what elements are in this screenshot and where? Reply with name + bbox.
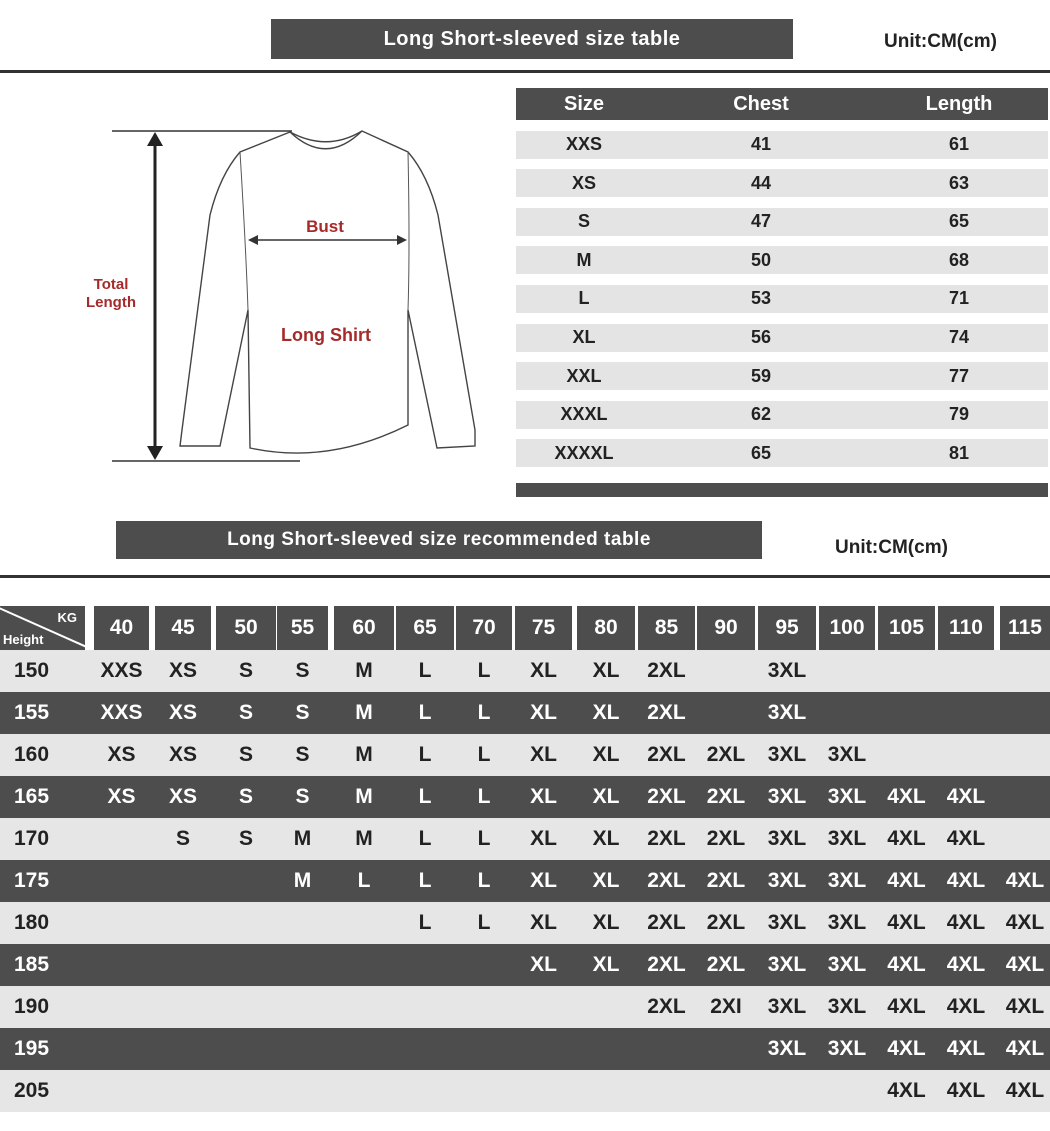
recommended-size-cell: 3XL xyxy=(827,953,867,976)
weight-header-cell: 45 xyxy=(155,606,211,650)
size-row xyxy=(516,401,1048,429)
weight-header-cell: 90 xyxy=(697,606,755,650)
recommended-size-cell: 4XL xyxy=(1005,953,1045,976)
recommended-size-cell: XL xyxy=(530,911,557,934)
total-length-label: Total Length xyxy=(86,276,136,311)
size-cell: XXXXL xyxy=(554,442,614,463)
recommended-size-cell: 4XL xyxy=(887,1037,926,1060)
weight-header-cell: 105 xyxy=(878,606,935,650)
recommended-size-cell: XL xyxy=(592,869,620,892)
recommended-size-cell: 2XL xyxy=(647,995,686,1018)
recommended-size-cell: L xyxy=(477,659,491,682)
recommended-size-cell: S xyxy=(295,659,310,682)
recommended-size-cell: XL xyxy=(530,953,557,976)
recommended-size-cell: 4XL xyxy=(946,1037,986,1060)
recommended-size-cell: L xyxy=(418,743,432,766)
recommended-size-cell: XL xyxy=(592,953,620,976)
recommended-size-cell: 2XL xyxy=(647,659,686,682)
recommended-size-cell: XL xyxy=(592,659,620,682)
size-row xyxy=(516,362,1048,390)
recommended-size-cell: S xyxy=(295,785,310,808)
recommended-size-cell: 2XI xyxy=(710,995,742,1018)
size-row xyxy=(516,131,1048,159)
recommended-size-cell: XS xyxy=(168,659,197,682)
header-length: Length xyxy=(925,92,993,115)
recommended-size-cell: 3XL xyxy=(767,1037,807,1060)
recommended-row xyxy=(0,1028,1050,1070)
recommended-size-cell: XXS xyxy=(100,659,143,682)
weight-header-cell: 95 xyxy=(758,606,816,650)
header-chest: Chest xyxy=(733,92,789,115)
recommended-size-cell: XL xyxy=(530,785,557,808)
recommended-size-cell: 3XL xyxy=(827,1037,867,1060)
recommended-size-cell: 3XL xyxy=(767,743,807,766)
recommended-size-cell: 4XL xyxy=(1005,1037,1045,1060)
long-shirt-label: Long Shirt xyxy=(281,325,371,345)
recommended-size-cell: 4XL xyxy=(1005,869,1045,892)
recommended-size-cell: XL xyxy=(530,743,557,766)
recommended-size-cell: 3XL xyxy=(767,659,807,682)
recommended-size-cell: S xyxy=(175,827,190,850)
recommended-size-cell: XL xyxy=(592,785,620,808)
recommended-size-cell: 3XL xyxy=(767,827,807,850)
weight-header-cell: 70 xyxy=(456,606,512,650)
weight-header-cell: 110 xyxy=(938,606,994,650)
recommended-size-cell: 4XL xyxy=(887,953,926,976)
recommended-size-cell: 4XL xyxy=(887,785,926,808)
bust-label: Bust xyxy=(306,217,344,236)
recommended-size-cell: S xyxy=(238,659,253,682)
size-table-footer-bar xyxy=(516,483,1048,497)
length-cell: 79 xyxy=(948,404,970,425)
weight-header-cell: 60 xyxy=(334,606,394,650)
size-table-unit: Unit:CM(cm) xyxy=(884,31,997,52)
recommended-size-cell: L xyxy=(418,827,432,850)
length-cell: 71 xyxy=(948,288,970,309)
corner-cell xyxy=(0,606,85,650)
recommended-size-cell: XS xyxy=(168,785,197,808)
recommended-row xyxy=(0,650,1050,692)
height-cell: 155 xyxy=(14,701,50,724)
recommended-size-cell: 3XL xyxy=(767,701,807,724)
recommended-size-cell: 2XL xyxy=(706,743,746,766)
recommended-size-cell: L xyxy=(477,785,491,808)
recommended-size-cell: XL xyxy=(592,911,620,934)
recommended-size-cell: S xyxy=(295,743,310,766)
recommended-row xyxy=(0,692,1050,734)
recommended-size-cell: 4XL xyxy=(946,827,986,850)
recommended-size-cell: 2XL xyxy=(706,869,746,892)
size-table xyxy=(516,88,1048,497)
recommended-size-cell: 3XL xyxy=(827,785,867,808)
corner-height-label: Height xyxy=(3,632,44,647)
chest-cell: 53 xyxy=(750,288,772,309)
height-cell: 175 xyxy=(14,869,50,892)
header-size: Size xyxy=(563,92,605,115)
size-table-title: Long Short-sleeved size table xyxy=(271,19,793,59)
recommended-size-cell: 4XL xyxy=(946,953,986,976)
recommended-size-cell: M xyxy=(293,827,312,850)
recommended-size-cell: 2XL xyxy=(647,743,686,766)
recommended-size-cell: M xyxy=(293,869,312,892)
recommended-size-cell: L xyxy=(477,827,491,850)
recommended-size-cell: L xyxy=(357,869,371,892)
recommended-size-cell: XL xyxy=(530,869,557,892)
recommended-size-cell: M xyxy=(355,659,373,682)
chest-cell: 65 xyxy=(750,442,772,463)
weight-header-cell: 40 xyxy=(94,606,149,650)
recommended-size-cell: S xyxy=(238,743,253,766)
recommended-size-cell: S xyxy=(238,701,253,724)
chest-cell: 41 xyxy=(750,134,772,155)
recommended-size-cell: XS xyxy=(168,743,197,766)
recommended-size-cell: XL xyxy=(592,743,620,766)
size-table-header xyxy=(516,88,1048,120)
recommended-row xyxy=(0,944,1050,986)
recommended-size-cell: XL xyxy=(592,701,620,724)
recommended-size-cell: 2XL xyxy=(647,785,686,808)
size-cell: M xyxy=(576,249,592,270)
recommended-size-cell: L xyxy=(418,869,432,892)
recommended-size-cell: 2XL xyxy=(706,785,746,808)
recommended-size-cell: L xyxy=(477,869,491,892)
recommended-size-cell: 4XL xyxy=(946,785,986,808)
height-cell: 170 xyxy=(14,827,50,850)
recommended-size-cell: L xyxy=(477,911,491,934)
length-cell: 65 xyxy=(948,211,970,232)
recommended-size-cell: XL xyxy=(530,659,557,682)
length-cell: 63 xyxy=(948,172,970,193)
size-cell: XXL xyxy=(566,365,602,386)
weight-header-cell: 55 xyxy=(277,606,328,650)
weight-header-cell: 115 xyxy=(1000,606,1050,650)
size-cell: XL xyxy=(572,327,596,348)
weight-header-cell: 85 xyxy=(638,606,695,650)
size-cell: XXS xyxy=(565,134,603,155)
size-row xyxy=(516,285,1048,313)
recommended-size-cell: 4XL xyxy=(887,911,926,934)
chest-cell: 62 xyxy=(750,404,772,425)
recommended-size-cell: 3XL xyxy=(827,743,867,766)
size-cell: XS xyxy=(571,172,596,193)
recommended-size-cell: 3XL xyxy=(827,911,867,934)
recommended-size-cell: 4XL xyxy=(887,869,926,892)
length-cell: 81 xyxy=(948,442,970,463)
recommended-table-header xyxy=(0,606,1050,650)
recommended-size-cell: XXS xyxy=(100,701,143,724)
height-cell: 150 xyxy=(14,659,50,682)
recommended-size-cell: 3XL xyxy=(827,995,867,1018)
recommended-size-cell: L xyxy=(477,701,491,724)
recommended-size-cell: 4XL xyxy=(1005,911,1045,934)
recommended-row xyxy=(0,1070,1050,1112)
recommended-size-cell: S xyxy=(238,785,253,808)
recommended-size-cell: M xyxy=(355,743,373,766)
height-cell: 195 xyxy=(14,1037,50,1060)
recommended-size-cell: XL xyxy=(592,827,620,850)
weight-header-cell: 65 xyxy=(396,606,454,650)
recommended-size-cell: 2XL xyxy=(647,827,686,850)
recommended-size-cell: L xyxy=(418,659,432,682)
recommended-size-cell: 2XL xyxy=(647,911,686,934)
corner-kg-label: KG xyxy=(57,610,77,625)
recommended-size-cell: M xyxy=(355,785,373,808)
weight-header-cell: 80 xyxy=(577,606,635,650)
recommended-size-cell: 2XL xyxy=(647,953,686,976)
chest-cell: 56 xyxy=(750,327,772,348)
recommended-size-cell: 3XL xyxy=(827,869,867,892)
size-row xyxy=(516,208,1048,236)
height-cell: 190 xyxy=(14,995,50,1018)
recommended-size-cell: 2XL xyxy=(706,827,746,850)
recommended-size-cell: M xyxy=(355,827,373,850)
recommended-size-cell: 4XL xyxy=(1005,1079,1045,1102)
size-row xyxy=(516,246,1048,274)
weight-header-cell: 50 xyxy=(216,606,276,650)
recommended-row xyxy=(0,734,1050,776)
recommended-row xyxy=(0,776,1050,818)
recommended-size-cell: 4XL xyxy=(887,995,926,1018)
chest-cell: 59 xyxy=(750,365,772,386)
shirt-diagram xyxy=(0,80,500,480)
recommended-size-cell: XS xyxy=(168,701,197,724)
recommended-size-cell: 2XL xyxy=(647,869,686,892)
size-cell: S xyxy=(577,211,590,232)
recommended-size-cell: L xyxy=(477,743,491,766)
recommended-row xyxy=(0,860,1050,902)
height-cell: 180 xyxy=(14,911,50,934)
middle-divider xyxy=(0,575,1050,578)
recommended-size-cell: 3XL xyxy=(767,995,807,1018)
recommended-size-cell: L xyxy=(418,701,432,724)
length-cell: 74 xyxy=(948,327,970,348)
recommended-size-cell: 3XL xyxy=(767,785,807,808)
height-cell: 205 xyxy=(14,1079,50,1102)
height-cell: 165 xyxy=(14,785,50,808)
size-row xyxy=(516,169,1048,197)
recommended-table-title: Long Short-sleeved size recommended table xyxy=(116,521,762,559)
recommended-size-cell: 4XL xyxy=(887,827,926,850)
recommended-size-cell: 2XL xyxy=(706,911,746,934)
length-cell: 77 xyxy=(948,365,970,386)
recommended-row xyxy=(0,818,1050,860)
top-divider xyxy=(0,70,1050,73)
chest-cell: 50 xyxy=(750,249,772,270)
recommended-size-cell: XL xyxy=(530,701,557,724)
recommended-size-cell: S xyxy=(238,827,253,850)
chest-cell: 44 xyxy=(750,172,772,193)
recommended-size-cell: 3XL xyxy=(767,953,807,976)
recommended-size-cell: 3XL xyxy=(767,869,807,892)
length-cell: 61 xyxy=(948,134,970,155)
size-cell: XXXL xyxy=(560,404,608,425)
length-cell: 68 xyxy=(948,249,970,270)
recommended-size-cell: 4XL xyxy=(946,1079,986,1102)
weight-header-cell: 100 xyxy=(819,606,875,650)
recommended-row xyxy=(0,986,1050,1028)
recommended-size-cell: XS xyxy=(107,743,136,766)
recommended-size-cell: 4XL xyxy=(887,1079,926,1102)
recommended-size-cell: M xyxy=(355,701,373,724)
size-cell: L xyxy=(578,288,590,309)
height-cell: 185 xyxy=(14,953,50,976)
recommended-table-unit: Unit:CM(cm) xyxy=(835,537,948,558)
recommended-size-cell: S xyxy=(295,701,310,724)
size-row xyxy=(516,324,1048,352)
recommended-size-cell: 4XL xyxy=(1005,995,1045,1018)
recommended-size-cell: 4XL xyxy=(946,911,986,934)
recommended-size-cell: XS xyxy=(107,785,136,808)
recommended-size-cell: XL xyxy=(530,827,557,850)
recommended-size-cell: 2XL xyxy=(647,701,686,724)
recommended-size-cell: 4XL xyxy=(946,869,986,892)
chest-cell: 47 xyxy=(750,211,772,232)
recommended-size-cell: 4XL xyxy=(946,995,986,1018)
height-cell: 160 xyxy=(14,743,50,766)
recommended-size-cell: 3XL xyxy=(767,911,807,934)
weight-header-cell: 75 xyxy=(515,606,572,650)
recommended-table xyxy=(0,606,1050,1112)
recommended-size-cell: 2XL xyxy=(706,953,746,976)
recommended-size-cell: L xyxy=(418,911,432,934)
recommended-size-cell: L xyxy=(418,785,432,808)
recommended-row xyxy=(0,902,1050,944)
recommended-size-cell: 3XL xyxy=(827,827,867,850)
size-row xyxy=(516,439,1048,467)
